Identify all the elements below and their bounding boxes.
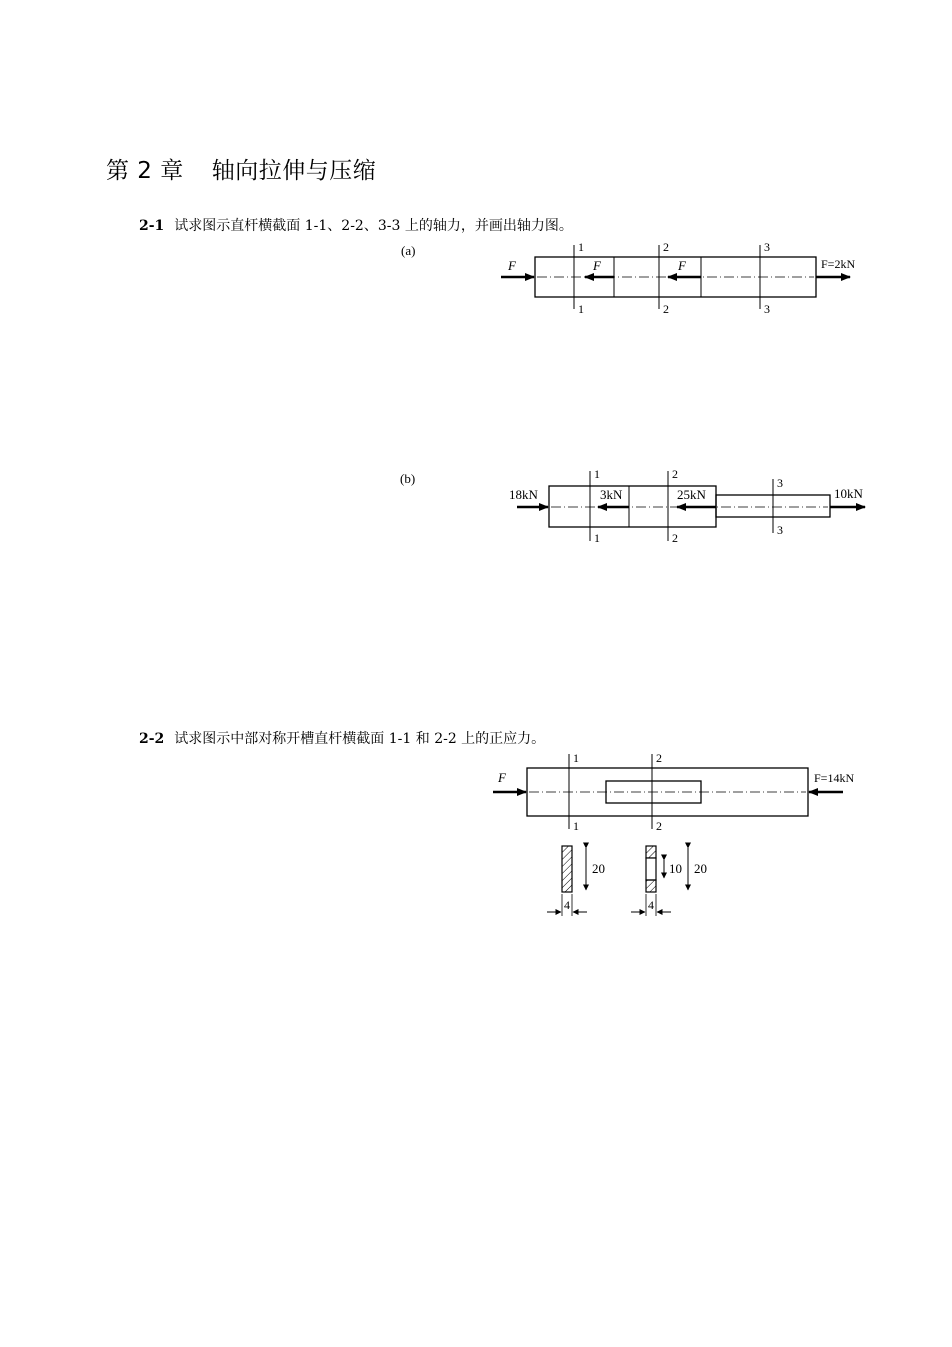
load-label: 18kN — [509, 487, 538, 502]
dimension-label: 20 — [694, 861, 707, 876]
chapter-name: 轴向拉伸与压缩 — [211, 158, 377, 184]
dimension-label: 10 — [669, 861, 682, 876]
load-label: F=2kN — [821, 257, 856, 271]
section-label-2: 2 — [663, 240, 669, 254]
figure-2-2 — [493, 751, 854, 916]
section-label-2: 2 — [672, 467, 678, 481]
section-label-3: 3 — [777, 523, 783, 537]
figure-tag: (b) — [400, 471, 416, 486]
problem-text: 试求图示直杆横截面 1-1、2-2、3-3 上的轴力，并画出轴力图。 — [174, 218, 573, 234]
section-label-1: 1 — [594, 467, 600, 481]
section-label-2: 2 — [656, 819, 662, 833]
chapter-number: 第 2 章 — [106, 158, 184, 184]
section-label-1: 1 — [573, 751, 579, 765]
load-label: F=14kN — [814, 771, 855, 785]
load-label: 10kN — [834, 486, 863, 501]
figure-b — [400, 467, 865, 545]
dimension-label: 20 — [592, 861, 605, 876]
load-label: 25kN — [677, 487, 706, 502]
section-label-3: 3 — [764, 240, 770, 254]
section-label-3: 3 — [777, 476, 783, 490]
section-label-3: 3 — [764, 302, 770, 316]
section-label-2: 2 — [672, 531, 678, 545]
problem-number: 2-2 — [139, 731, 165, 747]
dimension-label: 4 — [564, 898, 570, 912]
section-label-1: 1 — [573, 819, 579, 833]
section-label-1: 1 — [594, 531, 600, 545]
section-slot-gap — [646, 858, 656, 880]
section-label-1: 1 — [578, 240, 584, 254]
section-hatched — [562, 846, 572, 892]
section-hatched-bottom — [646, 880, 656, 892]
dimension-label: 4 — [648, 898, 654, 912]
load-label: F — [593, 258, 601, 273]
section-label-2: 2 — [656, 751, 662, 765]
cross-section-2 — [631, 846, 707, 916]
section-hatched-top — [646, 846, 656, 858]
problem-number: 2-1 — [139, 218, 165, 234]
figure-tag: (a) — [401, 243, 416, 258]
cross-section-1 — [547, 846, 605, 916]
section-label-1: 1 — [578, 302, 584, 316]
problem-text: 试求图示中部对称开槽直杆横截面 1-1 和 2-2 上的正应力。 — [174, 731, 546, 747]
section-label-2: 2 — [663, 302, 669, 316]
figure-a — [401, 240, 855, 316]
load-label: 3kN — [600, 487, 623, 502]
load-label: F — [498, 770, 506, 785]
load-label: F — [508, 258, 516, 273]
load-label: F — [678, 258, 686, 273]
